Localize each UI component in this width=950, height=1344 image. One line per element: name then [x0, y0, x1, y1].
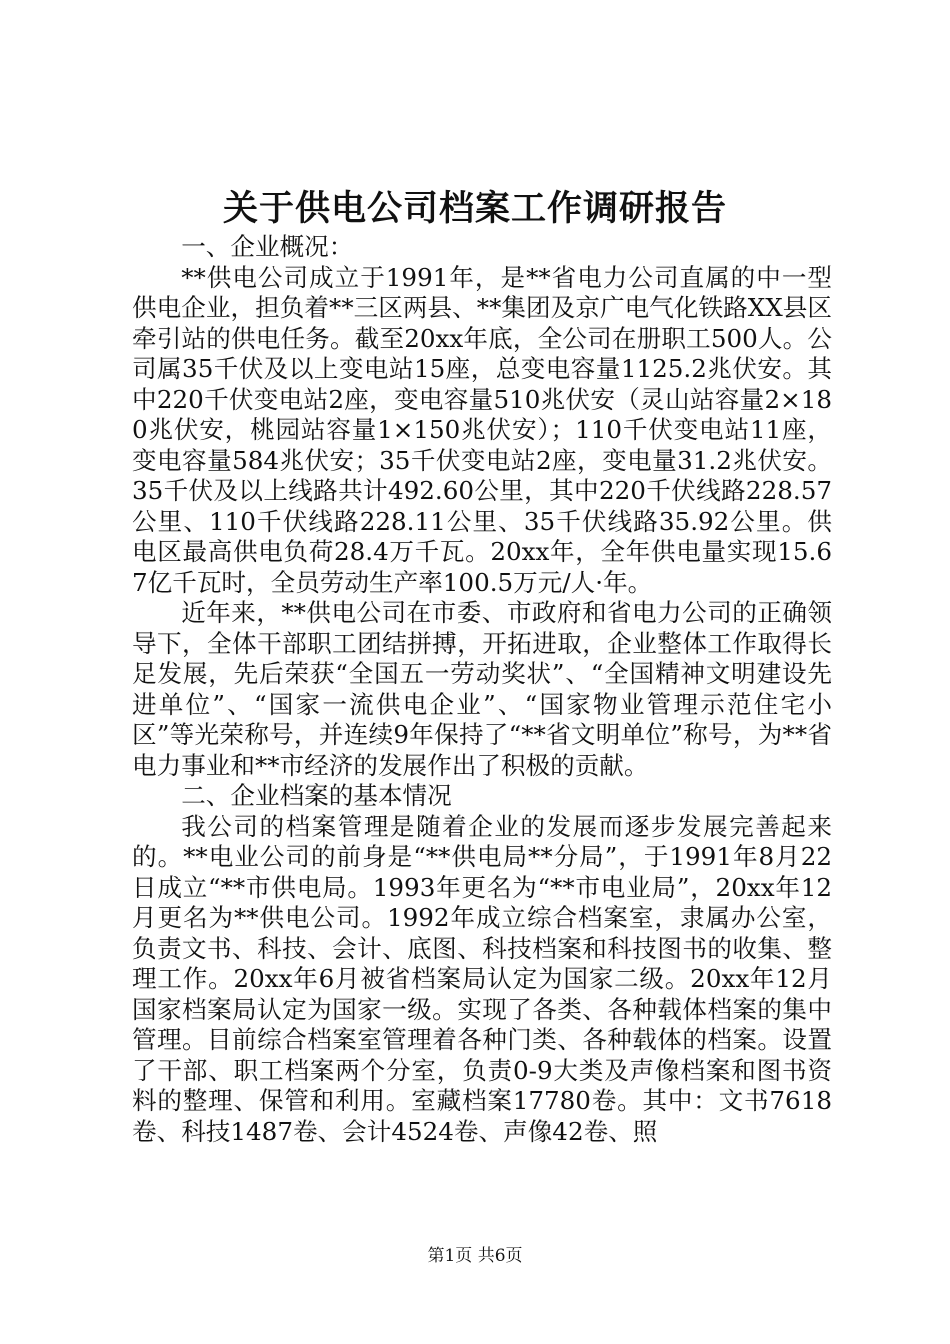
- document-body: [132, 232, 832, 1147]
- page-footer: 第1页 共6页: [427, 1246, 523, 1266]
- section-heading-overview: 一、企业概况：: [181, 232, 354, 261]
- section-heading-archives: 二、企业档案的基本情况: [181, 781, 452, 810]
- paragraph-company-profile: **供电公司成立于1991年，是**省电力公司直属的中一型供电企业，担负着**三区两县、**集团及京广电气化铁路XX县区牵引站的供电任务。截至20xx年底，全公司在册职工500人。公司属35千伏及以上变电站15座，总变电容量1125.2兆伏安。其中220千伏变电站2座，变电容量510兆伏安（灵山站容量2×180兆伏安，桃园站容量1×150兆伏安）；110千伏变电站11座，变电容量584兆伏安；35千伏变电站2座，变电量31.2兆伏安。35千伏及以上线路共计492.60公里，其中220千伏线路228.57公里、110千伏线路228.11公里、35千伏线路35.92公里。供电区最高供电负荷28.4万千瓦。20xx年，全年供电量实现15.67亿千瓦时，全员劳动生产率100.5万元/人·年。: [132, 262, 832, 597]
- paragraph-archives-history: 我公司的档案管理是随着企业的发展而逐步发展完善起来的。**电业公司的前身是“**供电局**分局”，于1991年8月22日成立“**市供电局。1993年更名为“**市电业局”，20xx年12月更名为**供电公司。1992年成立综合档案室，隶属办公室，负责文书、科技、会计、底图、科技档案和科技图书的收集、整理工作。20xx年6月被省档案局认定为国家二级。20xx年12月国家档案局认定为国家一级。实现了各类、各种载体档案的集中管理。目前综合档案室管理着各种门类、各种载体的档案。设置了干部、职工档案两个分室，负责0-9大类及声像档案和图书资料的整理、保管和利用。室藏档案17780卷。其中：文书7618卷、科技1487卷、会计4524卷、声像42卷、照: [132, 811, 832, 1146]
- paragraph-achievements: 近年来，**供电公司在市委、市政府和省电力公司的正确领导下，全体干部职工团结拼搏，开拓进取，企业整体工作取得长足发展，先后荣获“全国五一劳动奖状”、“全国精神文明建设先进单位”、“国家一流供电企业”、“国家物业管理示范住宅小区”等光荣称号，并连续9年保持了“**省文明单位”称号，为**省电力事业和**市经济的发展作出了积极的贡献。: [132, 598, 832, 780]
- document-title: 关于供电公司档案工作调研报告: [222, 188, 727, 229]
